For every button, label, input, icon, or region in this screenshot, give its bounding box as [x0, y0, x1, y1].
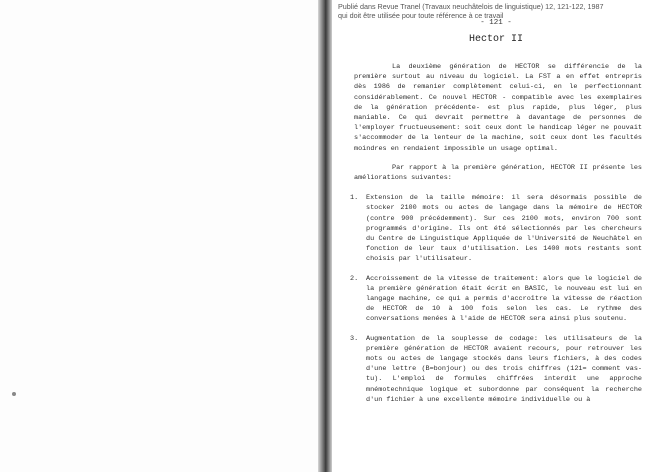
list-item [350, 193, 642, 264]
page-number: - 121 - [480, 19, 512, 27]
paragraph-intro: La deuxième génération de HECTOR se différencie de la première surtout au niveau du logiciel. La FST a en effet entrepris dès 1986 de remanier complètement celui-ci, en le perfectionnant considérablement. Ce nouvel HECTOR - compatible avec les exemplaires de la génération précédente- est plus rapide, plus léger, plus maniable. Ce qui devrait permettre à davantage de personnes de l'employer fructueusement: soit ceux dont le handicap léger ne pouvait s'accommoder de la lenteur de la machine, soit ceux dont les facultés moindres en rendaient impossible un usage optimal. [354, 63, 642, 153]
list-item-text: Accroissement de la vitesse de traitement: alors que le logiciel de la première génération était écrit en BASIC, le nouveau est lui en langage machine, ce qui a permis d'accroître la vitesse de réaction de HECTOR de 10 à 100 fois selon les cas. Le rythme des conversations menées à l'aide de HECTOR sera ainsi plus soutenu. [366, 274, 642, 324]
document-title: Hector II [468, 34, 523, 45]
list-item [350, 334, 642, 405]
improvements-list [350, 193, 642, 405]
scan-speck [12, 392, 16, 396]
list-item-number: 1. [350, 194, 359, 203]
publication-note: Publié dans Revue Tranel (Travaux neuchâtelois de linguistique) 12, 121-122, 1987 qui doit être utilisée pour toute référence à ce travail [338, 2, 604, 20]
book-gutter [318, 0, 332, 472]
list-item-text: Augmentation de la souplesse de codage: les utilisateurs de la première génération de HECTOR avaient recours, pour retrouver les mots ou actes de langage stockés dans leurs fichiers, à des codes d'une lettre (B=bonjour) ou des trois chiffres (121= comment vas-tu). L'emploi de formules chiffrées interdit une approche mnémotechnique logique et subordonne par conséquent la recherche d'un fichier à une excellente mémoire individuelle ou à [366, 334, 642, 404]
list-item-text: Extension de la taille mémoire: il sera désormais possible de stocker 2100 mots ou actes de langage dans la mémoire de HECTOR (contre 900 précédemment). Sur ces 2100 mots, environ 700 sont programmés d'origine. Ils ont été sélectionnés par les chercheurs du Centre de Linguistique Appliquée de l'Université de Neuchâtel en fonction de leur taux d'utilisation. Les 1400 mots restants sont choisis par l'utilisateur. [366, 194, 642, 264]
paragraph-improvements: Par rapport à la première génération, HECTOR II présente les améliorations suivantes: [354, 163, 642, 183]
list-item-number: 2. [350, 274, 359, 283]
list-item-number: 3. [350, 334, 359, 343]
left-page-blank [0, 0, 318, 472]
list-item [350, 274, 642, 325]
article-body [350, 62, 642, 414]
